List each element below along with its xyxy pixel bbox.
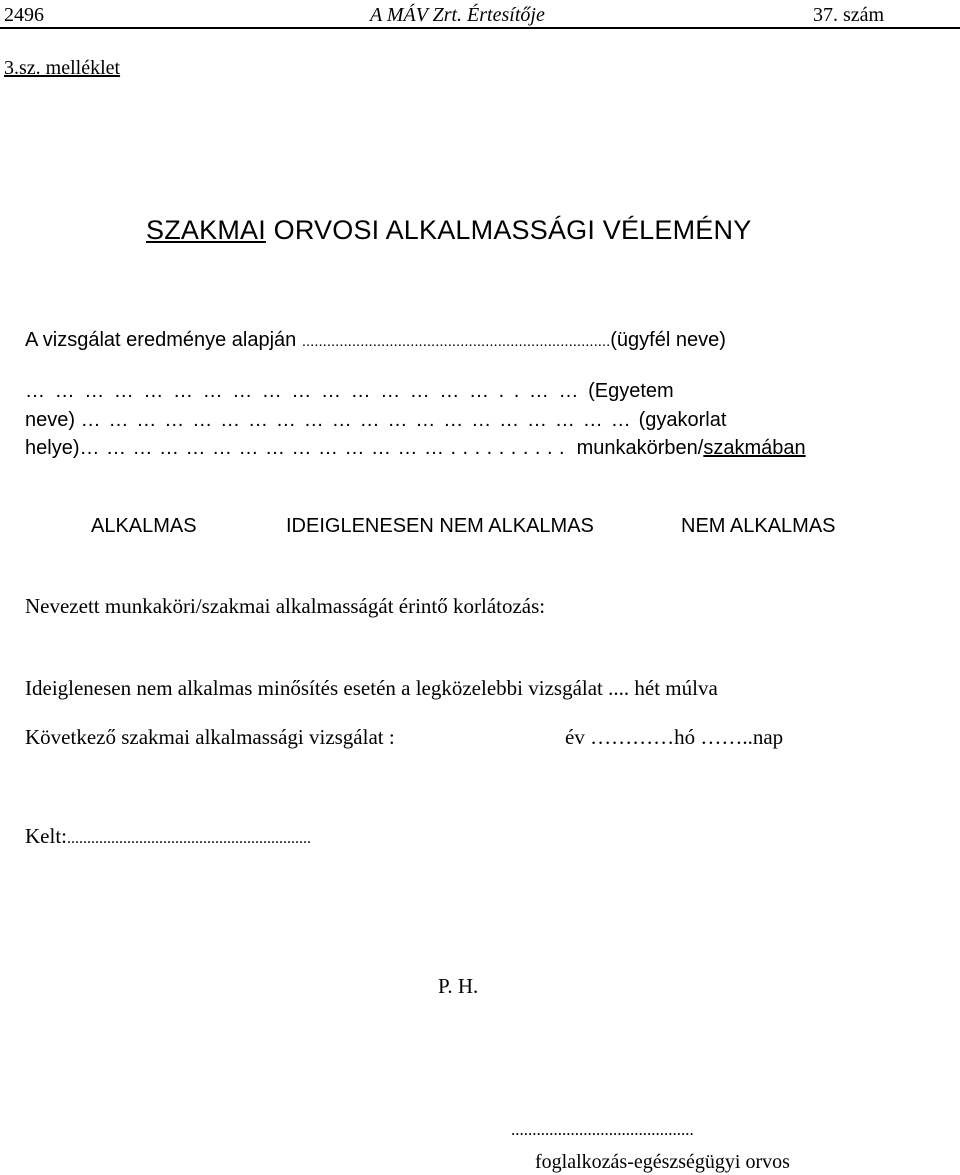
client-name-hint: (ügyfél neve) bbox=[610, 329, 726, 351]
intro-line-2 bbox=[25, 380, 674, 403]
university-hint-cont: neve) bbox=[25, 409, 76, 431]
profession-label: szakmában bbox=[703, 437, 806, 459]
page-number: 2496 bbox=[4, 4, 44, 26]
title-rest: ORVOSI ALKALMASSÁGI VÉLEMÉNY bbox=[265, 215, 752, 245]
practice-place-hint-cont: helye) bbox=[25, 437, 80, 459]
signature-role: foglalkozás-egészségügyi orvos bbox=[535, 1151, 790, 1173]
practice-place-field: …………………………………………………… bbox=[80, 409, 639, 431]
publication-title: A MÁV Zrt. Értesítője bbox=[370, 4, 545, 26]
stamp-placeholder: P. H. bbox=[438, 974, 479, 998]
date-field: ............................................................. bbox=[67, 830, 311, 847]
annex-label: 3.sz. melléklet bbox=[4, 57, 121, 79]
option-fit: ALKALMAS bbox=[91, 515, 197, 537]
intro-line-3 bbox=[25, 409, 726, 432]
issue-number: 37. szám bbox=[813, 4, 885, 26]
university-hint: (Egyetem bbox=[588, 380, 674, 402]
option-unfit: NEM ALKALMAS bbox=[681, 515, 836, 537]
job-label: munkakörben/ bbox=[571, 437, 704, 459]
practice-place-hint: (gyakorlat bbox=[638, 409, 727, 431]
client-name-field: .......................................................................... bbox=[301, 333, 611, 350]
restriction-label: Nevezett munkaköri/szakmai alkalmasságát érintő korlátozás: bbox=[25, 594, 546, 618]
document-title bbox=[146, 215, 751, 246]
date-label: Kelt: bbox=[25, 824, 67, 848]
next-exam-date: év …………hó ……..nap bbox=[565, 725, 784, 749]
university-field: …………………………………………..…… bbox=[25, 380, 589, 402]
intro-line-1 bbox=[25, 329, 726, 352]
option-temp-unfit: IDEIGLENESEN NEM ALKALMAS bbox=[286, 515, 594, 537]
header-rule bbox=[0, 27, 960, 29]
signature-field: ........................................... bbox=[511, 1120, 694, 1139]
date-line bbox=[25, 824, 311, 849]
intro-line-4 bbox=[25, 437, 806, 460]
job-field: …………………………………….......... bbox=[79, 437, 572, 459]
intro-prefix: A vizsgálat eredménye alapján bbox=[25, 329, 297, 351]
next-exam-label: Következő szakmai alkalmassági vizsgálat : bbox=[25, 725, 395, 749]
temporary-unfit-line: Ideiglenesen nem alkalmas minősítés esetén a legközelebbi vizsgálat .... hét múlva bbox=[25, 676, 718, 700]
title-underlined-word: SZAKMAI bbox=[146, 215, 266, 245]
